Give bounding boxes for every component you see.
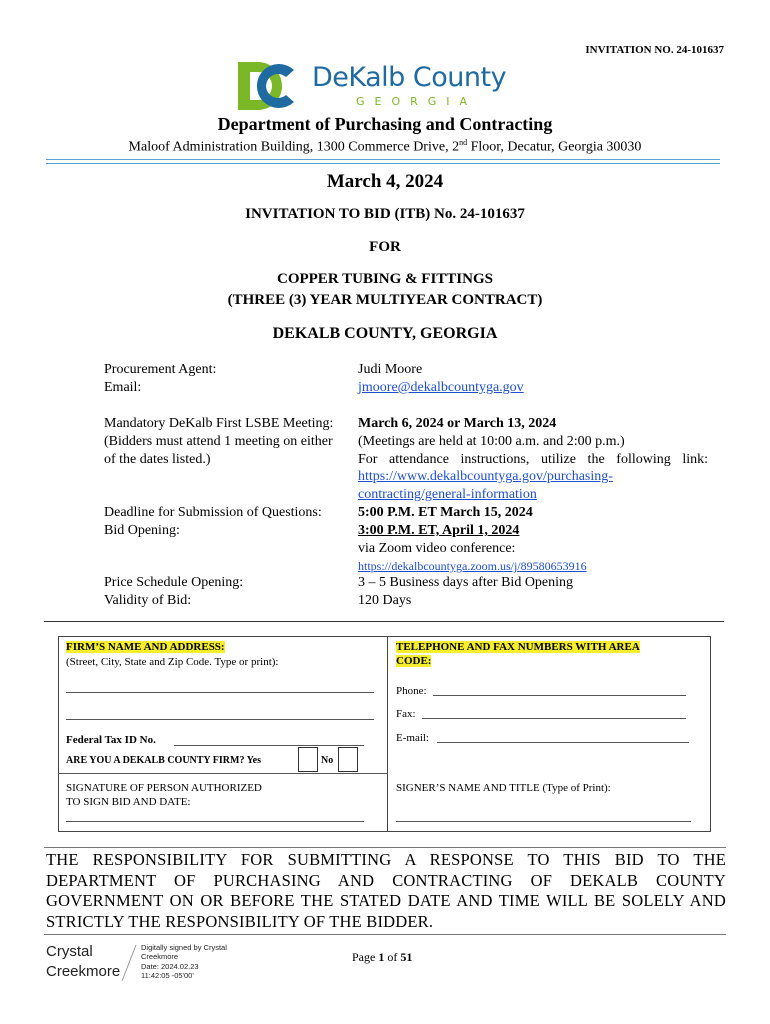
dekalb-firm-question: ARE YOU A DEKALB COUNTY FIRM? Yes — [66, 755, 262, 766]
meeting-times: (Meetings are held at 10:00 a.m. and 2:00 p.m.) — [358, 434, 625, 449]
no-label: No — [321, 755, 334, 766]
email-line[interactable] — [437, 742, 689, 743]
fax-label: Fax: — [396, 708, 416, 720]
signature-slash-icon — [119, 944, 139, 982]
logo-subtitle: GEORGIA — [356, 95, 478, 108]
form-email-label: E-mail: — [396, 732, 429, 744]
logo-wordmark: DeKalb County — [312, 62, 507, 93]
firm-heading: FIRM’S NAME AND ADDRESS: — [66, 641, 225, 653]
meeting-link[interactable]: https://www.dekalbcountyga.gov/purchasing- — [358, 469, 613, 484]
agent-value: Judi Moore — [358, 362, 423, 377]
tax-id-line[interactable] — [174, 745, 364, 746]
tax-id-label: Federal Tax ID No. — [66, 734, 156, 746]
no-checkbox[interactable] — [338, 747, 358, 772]
zoom-link[interactable]: https://dekalbcountyga.zoom.us/j/89580653916 — [358, 559, 587, 573]
meeting-instructions: For attendance instructions, utilize the following link: — [358, 452, 708, 467]
for-label: FOR — [369, 239, 401, 255]
email-label: Email: — [104, 380, 142, 395]
telephone-heading: TELEPHONE AND FAX NUMBERS WITH AREA — [396, 641, 640, 653]
page-separator: of — [384, 950, 401, 964]
phone-label: Phone: — [396, 685, 427, 697]
agent-label: Procurement Agent: — [104, 362, 217, 377]
validity-value: 120 Days — [358, 593, 412, 608]
firm-address-line[interactable] — [66, 692, 374, 693]
signer-name-line[interactable] — [396, 821, 691, 822]
digital-signature-text: Creekmore — [141, 952, 179, 961]
dekalb-logo-icon — [236, 60, 298, 112]
bid-location: DEKALB COUNTY, GEORGIA — [272, 325, 498, 342]
agent-email-link[interactable]: jmoore@dekalbcountyga.gov — [358, 380, 524, 395]
notice-rule — [44, 934, 726, 935]
bid-title-line2: (THREE (3) YEAR MULTIYEAR CONTRACT) — [227, 292, 543, 308]
header-rule — [46, 163, 720, 164]
page-number — [352, 950, 412, 965]
signer-name-label: SIGNER’S NAME AND TITLE (Type of Print): — [396, 782, 611, 794]
phone-line[interactable] — [433, 695, 686, 696]
meeting-dates: March 6, 2024 or March 13, 2024 — [358, 416, 557, 431]
opening-via: via Zoom video conference: — [358, 541, 516, 556]
questions-label: Deadline for Submission of Questions: — [104, 505, 322, 520]
fax-line[interactable] — [422, 718, 686, 719]
notice-rule — [44, 847, 726, 848]
signature-line[interactable] — [66, 821, 364, 822]
digital-signature-text: 11:42:05 -05'00' — [141, 971, 194, 980]
price-label: Price Schedule Opening: — [104, 575, 244, 590]
page-total: 51 — [400, 950, 413, 964]
opening-label: Bid Opening: — [104, 523, 180, 538]
firm-address-line[interactable] — [66, 719, 374, 720]
header-rule — [46, 159, 720, 160]
signature-label: SIGNATURE OF PERSON AUTHORIZED — [66, 782, 262, 794]
meeting-label: Mandatory DeKalb First LSBE Meeting: — [104, 416, 334, 431]
meeting-label: (Bidders must attend 1 meeting on either — [104, 434, 333, 449]
page-current: 1 — [378, 950, 385, 964]
bid-title-line1: COPPER TUBING & FITTINGS — [276, 271, 493, 287]
address-part: Floor, Decatur, Georgia 30030 — [467, 139, 642, 155]
address-part: Maloof Administration Building, 1300 Commerce Drive, 2 — [128, 139, 460, 155]
form-row-rule — [58, 773, 388, 774]
department-title: Department of Purchasing and Contracting — [217, 114, 553, 134]
digital-signature-text: Digitally signed by Crystal — [141, 943, 227, 952]
signer-first-name: Crystal — [46, 943, 93, 960]
meeting-link[interactable]: contracting/general-information — [358, 487, 537, 502]
price-value: 3 – 5 Business days after Bid Opening — [358, 575, 574, 590]
form-divider — [387, 636, 388, 832]
signature-label: TO SIGN BID AND DATE: — [66, 796, 191, 808]
issue-date: March 4, 2024 — [326, 171, 444, 192]
department-address — [0, 138, 770, 156]
yes-checkbox[interactable] — [298, 747, 318, 772]
meeting-label: of the dates listed.) — [104, 452, 211, 467]
opening-datetime: 3:00 P.M. ET, April 1, 2024 — [358, 523, 520, 538]
responsibility-notice: THE RESPONSIBILITY FOR SUBMITTING A RESPONSE TO THIS BID TO THE DEPARTMENT OF PURCHASING AND CONTRACTING OF DEKALB COUNTY GOVERNMENT ON OR BEFORE THE STATED DATE AND TIME WILL BE SOLELY AND STRICTLY THE RESPONSIBILITY OF THE BIDDER. — [46, 850, 726, 931]
questions-deadline: 5:00 P.M. ET March 15, 2024 — [358, 505, 533, 520]
digital-signature-text: Date: 2024.02.23 — [141, 962, 199, 971]
invitation-number: INVITATION NO. 24-101637 — [585, 44, 724, 56]
firm-subheading: (Street, City, State and Zip Code. Type or print): — [66, 656, 279, 668]
itb-number: INVITATION TO BID (ITB) No. 24-101637 — [245, 206, 525, 222]
page-prefix: Page — [352, 950, 379, 964]
signer-last-name: Creekmore — [46, 963, 121, 980]
section-separator — [44, 621, 724, 622]
validity-label: Validity of Bid: — [104, 593, 192, 608]
address-superscript: nd — [459, 138, 468, 147]
telephone-heading: CODE: — [396, 655, 432, 667]
